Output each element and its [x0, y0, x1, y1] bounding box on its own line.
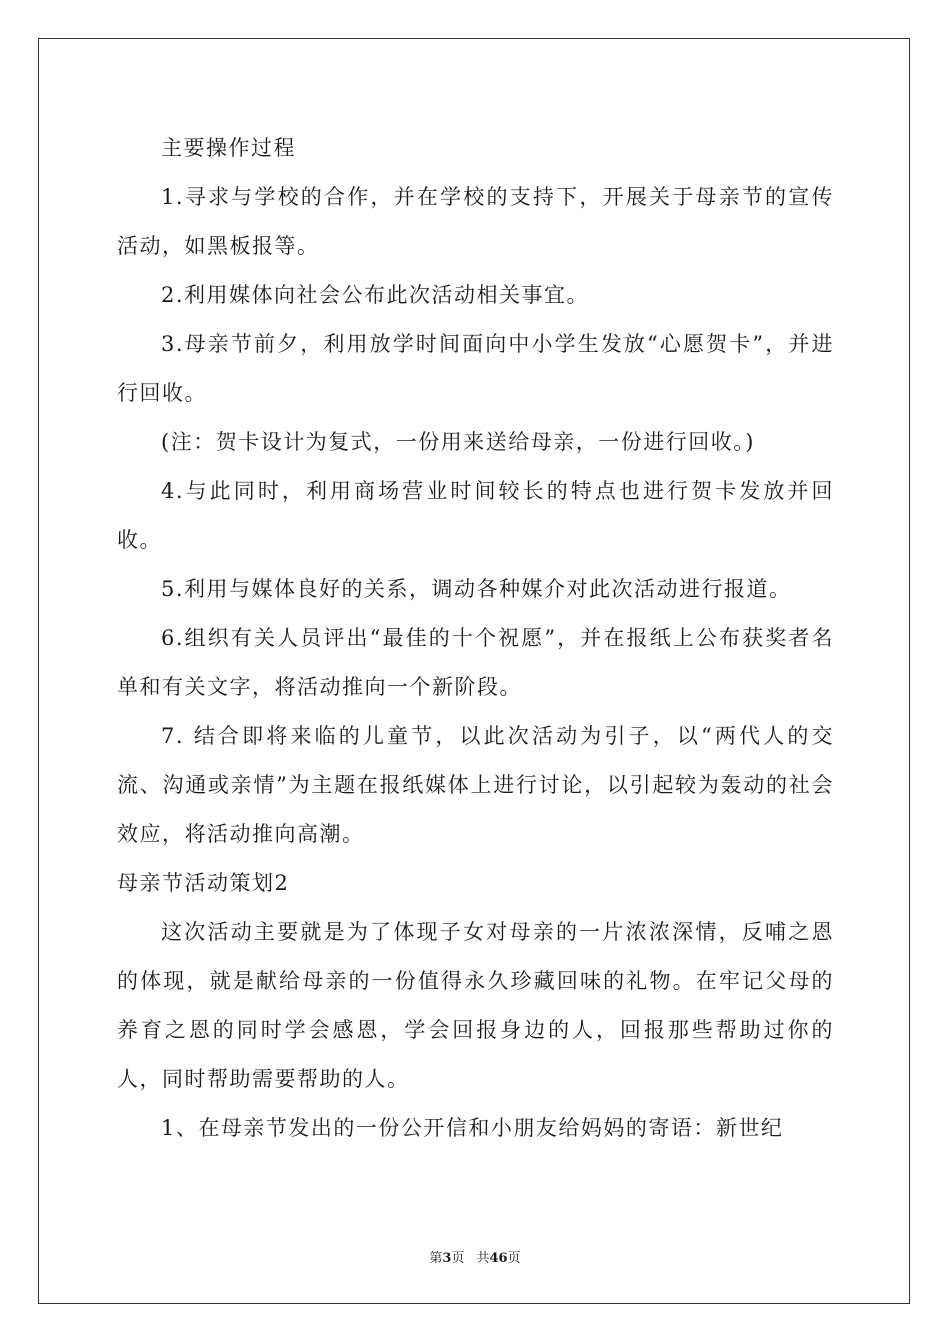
- paragraph-heading-main-process: 主要操作过程: [161, 136, 296, 160]
- page-number: 3: [442, 1251, 452, 1266]
- paragraph-activity-1: 1、在母亲节发出的一份公开信和小朋友给妈妈的寄语：新世纪: [161, 1116, 784, 1140]
- paragraph-item-1: 1.寻求与学校的合作，并在学校的支持下，开展关于母亲节的宣传活动，如黑板报等。: [117, 185, 834, 258]
- paragraph-item-2: 2.利用媒体向社会公布此次活动相关事宜。: [161, 283, 590, 307]
- paragraph-item-6: 6.组织有关人员评出“最佳的十个祝愿”，并在报纸上公布获奖者名单和有关文字，将活动推向一个新阶段。: [117, 626, 834, 699]
- section-title: 母亲节活动策划2: [117, 871, 290, 895]
- paragraph-item-3: 3.母亲节前夕，利用放学时间面向中小学生发放“心愿贺卡”，并进行回收。: [117, 332, 834, 405]
- paragraph-intro: 这次活动主要就是为了体现子女对母亲的一片浓浓深情，反哺之恩的体现，就是献给母亲的一份值得永久珍藏回味的礼物。在牢记父母的养育之恩的同时学会感恩，学会回报身边的人，回报那些帮助过你的人，同时帮助需要帮助的人。: [117, 920, 834, 1091]
- total-prefix: 共: [476, 1251, 490, 1266]
- page-footer: [0, 1247, 950, 1266]
- total-pages: 46: [489, 1251, 508, 1266]
- document-body: [117, 124, 834, 1153]
- paragraph-note: (注：贺卡设计为复式，一份用来送给母亲，一份进行回收。): [161, 430, 755, 454]
- page-prefix: 第: [429, 1251, 443, 1266]
- total-suffix: 页: [507, 1251, 521, 1266]
- paragraph-item-4: 4.与此同时，利用商场营业时间较长的特点也进行贺卡发放并回收。: [117, 479, 834, 552]
- paragraph-item-7: 7. 结合即将来临的儿童节，以此次活动为引子，以“两代人的交流、沟通或亲情”为主题在报纸媒体上进行讨论，以引起较为轰动的社会效应，将活动推向高潮。: [117, 724, 834, 846]
- page-suffix: 页: [451, 1251, 465, 1266]
- paragraph-item-5: 5.利用与媒体良好的关系，调动各种媒介对此次活动进行报道。: [161, 577, 792, 601]
